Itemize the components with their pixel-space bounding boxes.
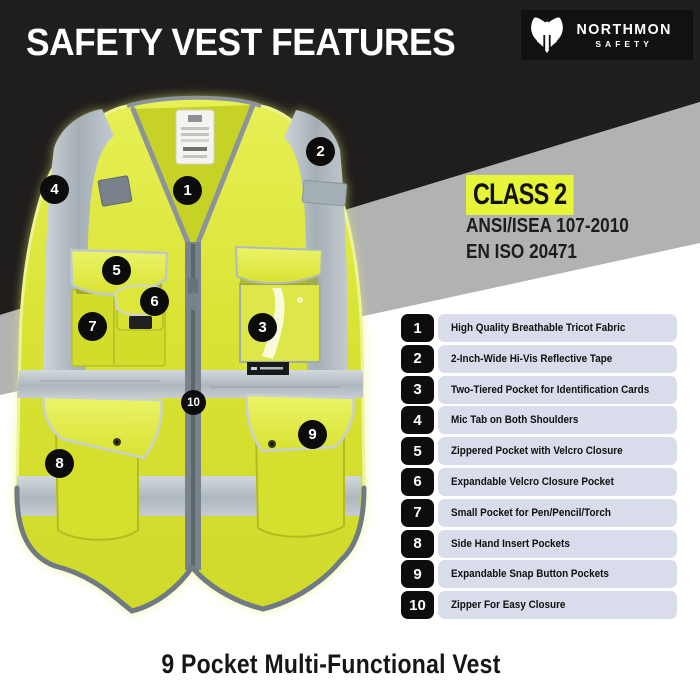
brand-logo bbox=[521, 10, 693, 60]
feature-number: 3 bbox=[401, 376, 434, 404]
callout-1: 1 bbox=[173, 176, 202, 205]
brand-text bbox=[574, 21, 674, 49]
feature-label: Expandable Snap Button Pockets bbox=[451, 568, 609, 581]
feature-row-1 bbox=[401, 314, 677, 342]
feature-pill bbox=[438, 560, 677, 588]
feature-pill bbox=[438, 591, 677, 619]
callout-4: 4 bbox=[40, 175, 69, 204]
standard-line-2: EN ISO 20471 bbox=[466, 241, 577, 263]
page-title: SAFETY VEST FEATURES bbox=[26, 22, 456, 64]
feature-row-7 bbox=[401, 499, 677, 527]
neck-label bbox=[176, 110, 214, 164]
feature-row-6 bbox=[401, 468, 677, 496]
feature-row-4 bbox=[401, 406, 677, 434]
feature-number: 4 bbox=[401, 406, 434, 434]
standard-line-1: ANSI/ISEA 107-2010 bbox=[466, 215, 629, 237]
callout-3: 3 bbox=[248, 313, 277, 342]
feature-pill bbox=[438, 437, 677, 465]
feature-label: Side Hand Insert Pockets bbox=[451, 537, 570, 550]
feature-pill bbox=[438, 530, 677, 558]
features-list bbox=[401, 314, 677, 619]
feature-row-3 bbox=[401, 376, 677, 404]
feature-number: 6 bbox=[401, 468, 434, 496]
feature-label: Two-Tiered Pocket for Identification Cards bbox=[451, 383, 650, 396]
brand-name: NORTHMON bbox=[576, 21, 672, 38]
mic-tab-right bbox=[302, 180, 347, 206]
feature-pill bbox=[438, 314, 677, 342]
feature-label: High Quality Breathable Tricot Fabric bbox=[451, 322, 626, 334]
callout-2: 2 bbox=[306, 137, 335, 166]
viking-helmet-icon bbox=[527, 16, 567, 54]
feature-number: 8 bbox=[401, 530, 434, 558]
brand-subtitle: SAFETY bbox=[595, 39, 653, 49]
feature-number: 5 bbox=[401, 437, 434, 465]
feature-pill bbox=[438, 468, 677, 496]
snap-pocket-right bbox=[247, 395, 354, 537]
brand-tag bbox=[247, 362, 289, 375]
mic-tab-left bbox=[98, 176, 132, 207]
callout-8: 8 bbox=[45, 449, 74, 478]
feature-number: 2 bbox=[401, 345, 434, 373]
feature-row-5 bbox=[401, 437, 677, 465]
class-badge: CLASS 2 bbox=[466, 175, 573, 215]
feature-pill bbox=[438, 345, 677, 373]
feature-label: Mic Tab on Both Shoulders bbox=[451, 414, 579, 427]
feature-label: Zippered Pocket with Velcro Closure bbox=[451, 445, 623, 458]
footer-title: 9 Pocket Multi-Functional Vest bbox=[161, 649, 501, 679]
id-pocket-flap bbox=[236, 247, 322, 283]
feature-row-2 bbox=[401, 345, 677, 373]
callout-6: 6 bbox=[140, 287, 169, 316]
feature-row-10 bbox=[401, 591, 677, 619]
feature-number: 7 bbox=[401, 499, 434, 527]
feature-number: 9 bbox=[401, 560, 434, 588]
standards-text bbox=[466, 213, 629, 265]
vest-illustration bbox=[0, 90, 400, 650]
feature-label: Expandable Velcro Closure Pocket bbox=[451, 475, 614, 488]
feature-number: 1 bbox=[401, 314, 434, 342]
feature-pill bbox=[438, 499, 677, 527]
feature-row-8 bbox=[401, 530, 677, 558]
feature-pill bbox=[438, 406, 677, 434]
feature-row-9 bbox=[401, 560, 677, 588]
feature-pill bbox=[438, 376, 677, 404]
feature-label: Small Pocket for Pen/Pencil/Torch bbox=[451, 506, 611, 519]
feature-label: Zipper For Easy Closure bbox=[451, 599, 566, 612]
feature-number: 10 bbox=[401, 591, 434, 619]
callout-7: 7 bbox=[78, 312, 107, 341]
callout-5: 5 bbox=[102, 256, 131, 285]
feature-label: 2-Inch-Wide Hi-Vis Reflective Tape bbox=[451, 352, 613, 365]
callout-9: 9 bbox=[298, 420, 327, 449]
callout-10: 10 bbox=[181, 390, 206, 415]
